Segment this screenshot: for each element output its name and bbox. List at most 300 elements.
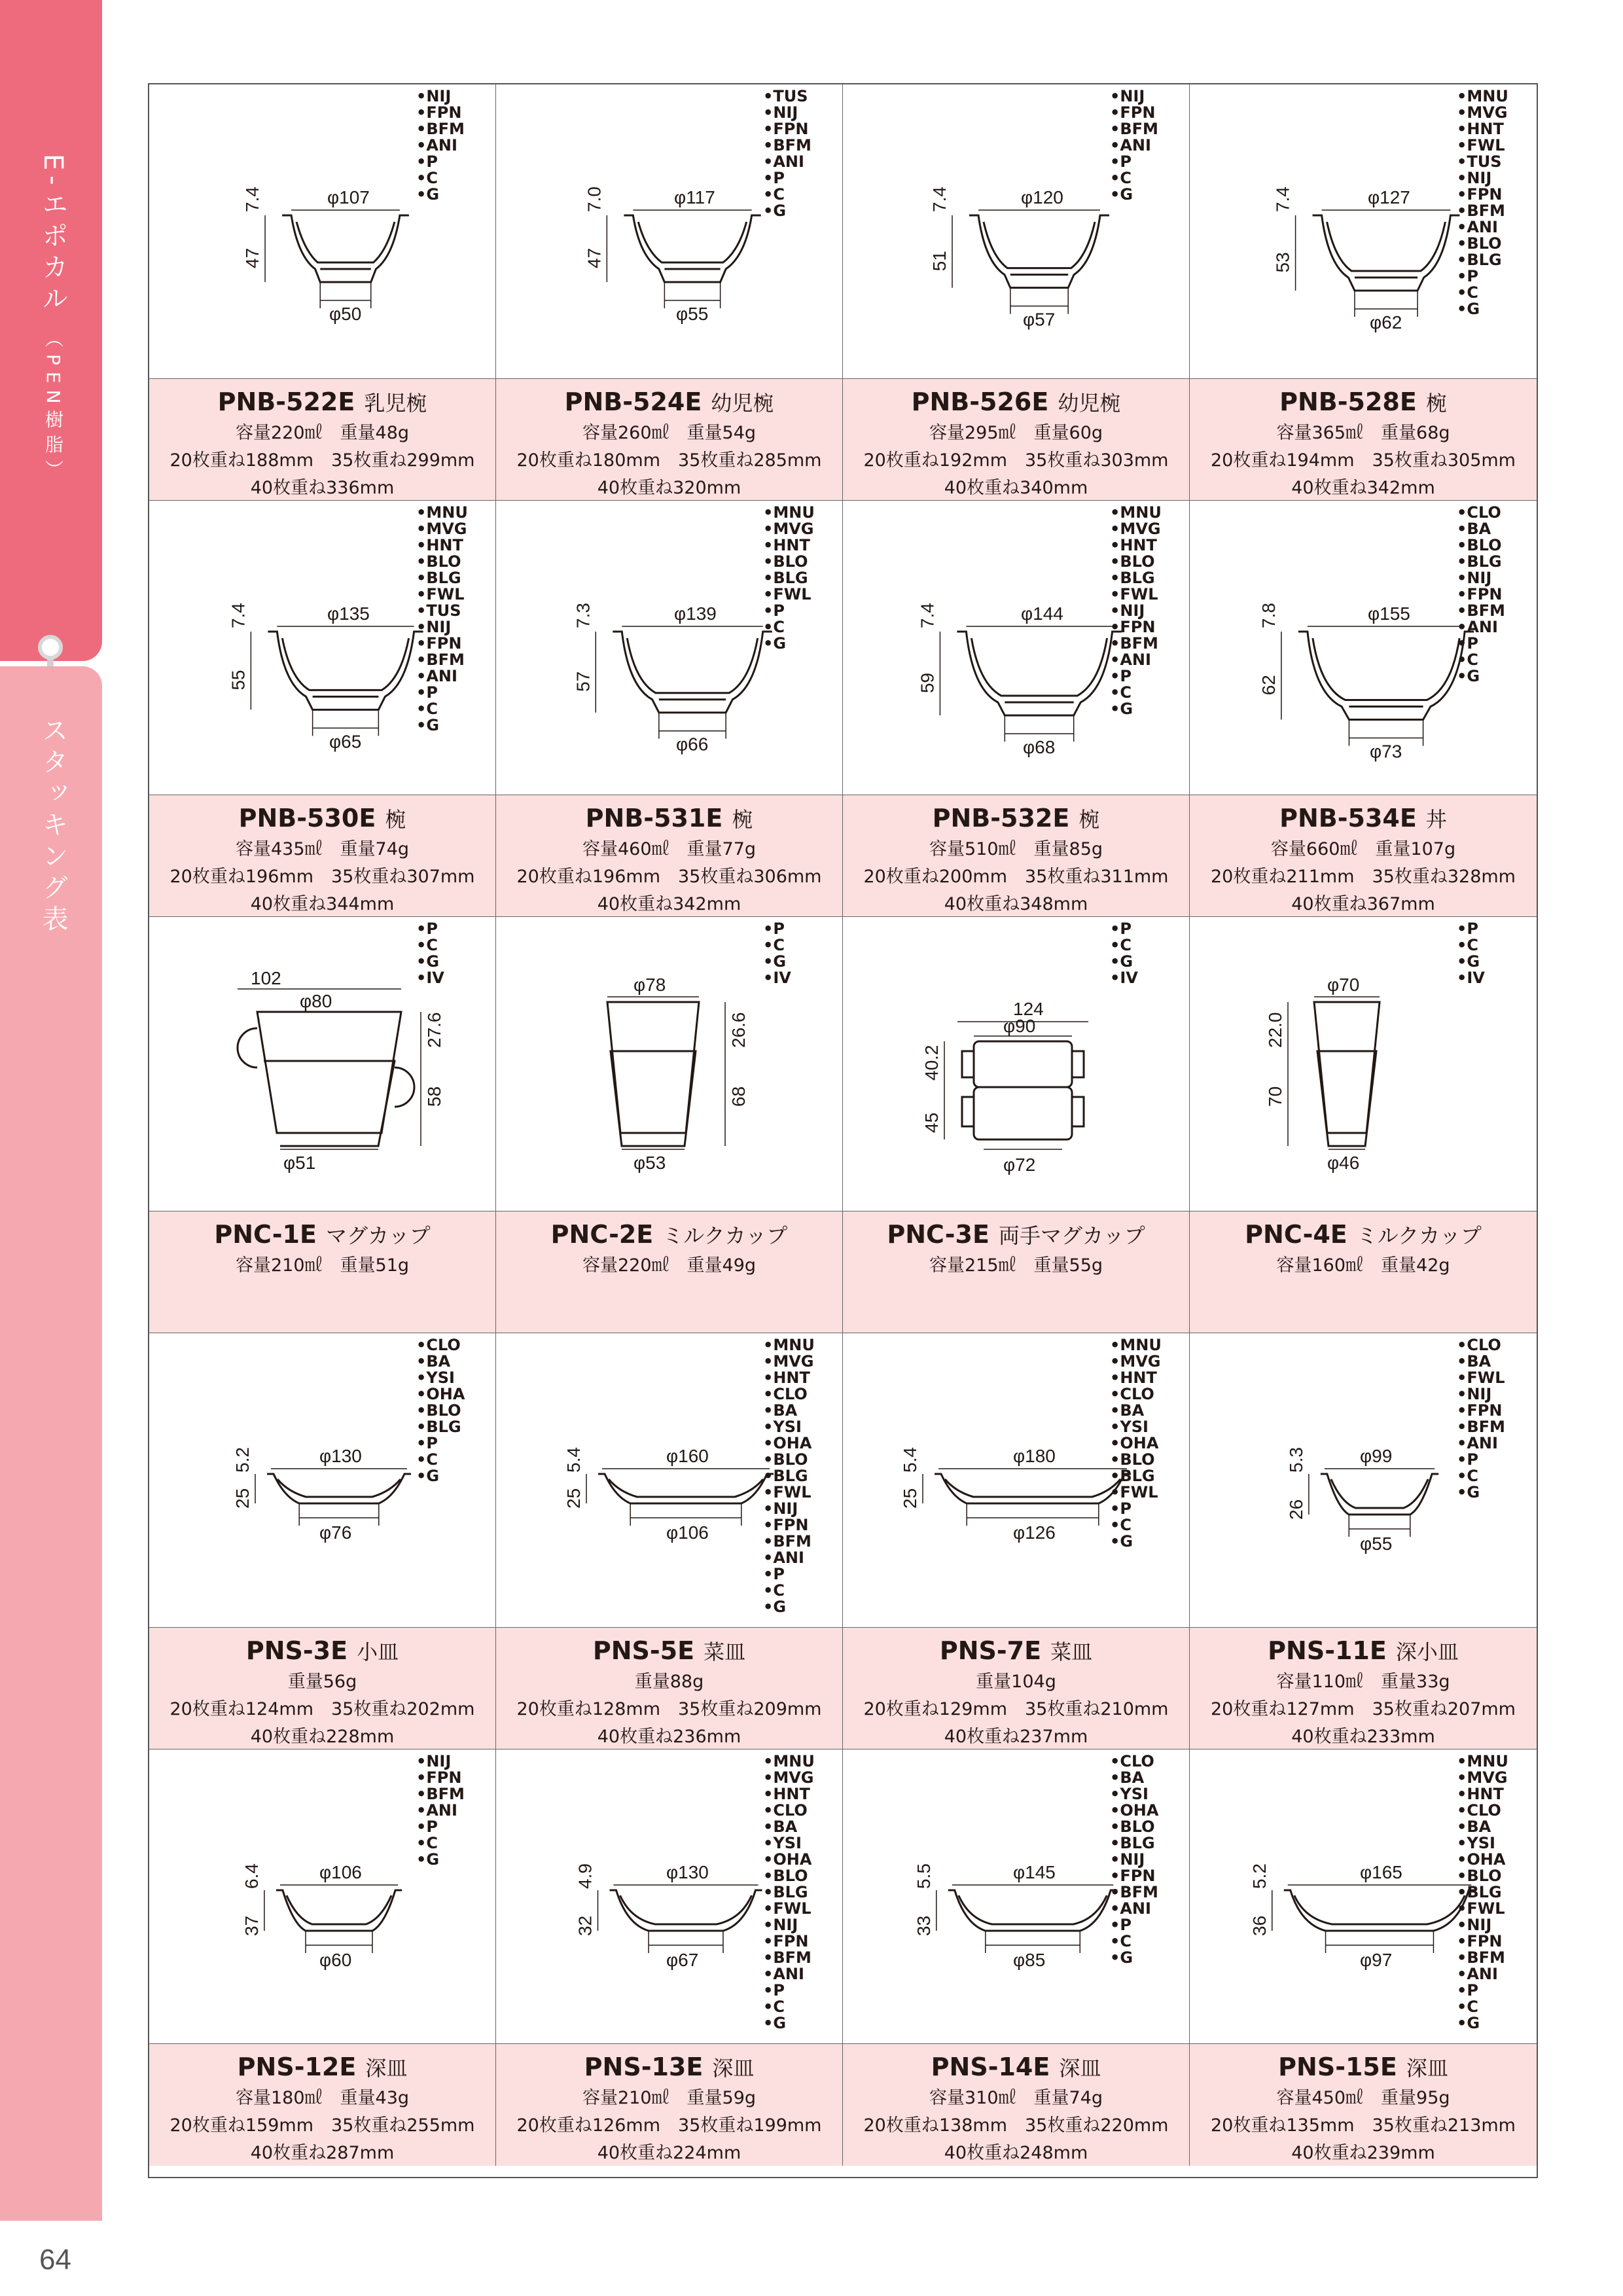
product-spec-line: 容量110㎖ 重量33g [1276, 1672, 1450, 1692]
product-info-pnb-531e [496, 795, 843, 917]
product-outline-bowl [843, 501, 1190, 795]
color-code: • NIJ [1457, 570, 1505, 586]
product-spec-line: 容量365㎖ 重量68g [1276, 423, 1450, 443]
color-code: • P [1110, 921, 1138, 937]
color-code: • IV [1110, 970, 1138, 986]
product-outline-mug [149, 917, 496, 1211]
product-spec-line: 20枚重ね135mm 35枚重ね213mm [1211, 2115, 1516, 2136]
dim-top-diameter: φ144 [1021, 603, 1063, 624]
color-code: • ANI [1110, 137, 1158, 154]
color-code: • G [1457, 301, 1508, 317]
product-code: PNS-15E [1278, 2053, 1397, 2081]
color-code: • FWL [1457, 1370, 1505, 1386]
color-code: • C [763, 937, 791, 954]
product-type: 椀 [1425, 391, 1447, 416]
product-type: 深皿 [712, 2056, 755, 2081]
color-code: • P [1110, 154, 1158, 170]
color-code: • P [763, 1566, 815, 1583]
color-code: • C [1110, 937, 1138, 954]
dim-height: 26 [1285, 1499, 1306, 1520]
product-name [149, 802, 495, 836]
dim-rim: 7.4 [929, 187, 950, 212]
color-code: • P [763, 921, 791, 937]
product-spec-line: 重量56g [287, 1672, 357, 1692]
product-code: PNB-526E [911, 387, 1049, 416]
dim-bottom-diameter: φ51 [283, 1153, 316, 1173]
color-code: • G [1457, 954, 1485, 970]
color-code: • BFM [1457, 1950, 1508, 1966]
dim-rim: 5.2 [1249, 1863, 1270, 1889]
dim-bottom-diameter: φ55 [676, 303, 709, 324]
product-outline-deep [1190, 1749, 1537, 2044]
color-code: • IV [1457, 970, 1485, 986]
color-code: • P [416, 154, 465, 170]
color-code: • G [1110, 954, 1138, 970]
color-code: • BLG [1457, 554, 1505, 570]
product-spec-line: 容量215㎖ 重量55g [929, 1255, 1103, 1276]
product-name [1190, 802, 1537, 836]
product-drawing-pns-3e [149, 1333, 496, 1628]
color-code: • IV [416, 970, 444, 986]
color-code: • YSI [416, 1370, 465, 1386]
color-code: • OHA [1110, 1803, 1158, 1819]
color-code: • BLG [763, 570, 815, 586]
dim-bottom-diameter: φ57 [1023, 309, 1056, 330]
color-code: • BLO [1457, 537, 1505, 554]
dim-top-diameter: φ99 [1360, 1446, 1393, 1466]
dim-step: 26.6 [728, 1012, 749, 1048]
product-spec-line: 40枚重ね236mm [597, 1727, 741, 1747]
product-drawing-pnb-522e [149, 84, 496, 379]
color-code: • FPN [1457, 1403, 1505, 1419]
color-code: • BFM [1457, 603, 1505, 619]
product-spec-line: 20枚重ね128mm 35枚重ね209mm [516, 1699, 822, 1719]
color-code: • BLO [416, 1403, 465, 1419]
dim-bottom-diameter: φ126 [1013, 1522, 1056, 1543]
product-code: PNB-532E [932, 804, 1070, 833]
color-code: • C [416, 701, 468, 717]
dim-bottom-diameter: φ62 [1370, 312, 1402, 333]
color-code: • OHA [1457, 1852, 1508, 1868]
product-code: PNB-528E [1279, 387, 1417, 416]
product-code: PNS-11E [1268, 1636, 1387, 1665]
color-code: • C [763, 1583, 815, 1599]
color-code: • CLO [763, 1803, 815, 1819]
product-name [843, 2051, 1189, 2085]
color-code: • G [763, 2015, 815, 2032]
product-outline-cup [496, 917, 843, 1211]
product-outline-bowl [149, 501, 496, 795]
product-outline-deep [1190, 1333, 1537, 1628]
color-code: • P [763, 170, 812, 187]
color-code: • HNT [763, 537, 815, 554]
color-code: • BLG [763, 1468, 815, 1484]
product-spec-line: 重量88g [634, 1672, 704, 1692]
product-info-pnb-522e [149, 379, 496, 501]
color-code: • YSI [763, 1835, 815, 1852]
product-drawing-pnb-531e [496, 501, 843, 795]
color-code: • MNU [1110, 505, 1162, 521]
product-spec-line: 40枚重ね367mm [1291, 894, 1435, 914]
dim-bottom-diameter: φ65 [329, 731, 362, 752]
dim-height: 25 [900, 1488, 920, 1509]
dim-rim: 6.4 [241, 1863, 262, 1889]
product-spec-line: 容量450㎖ 重量95g [1276, 2088, 1450, 2108]
dim-bottom-diameter: φ72 [1003, 1155, 1036, 1175]
product-type: 椀 [1079, 807, 1100, 832]
color-code: • BLG [1110, 1468, 1162, 1484]
product-outline-deep [496, 1749, 843, 2044]
color-code: • FPN [416, 105, 465, 121]
product-info-pns-7e [843, 1628, 1190, 1749]
color-code: • MVG [763, 1770, 815, 1786]
dim-top-diameter: φ90 [1003, 1016, 1036, 1036]
color-code: • MNU [763, 505, 815, 521]
color-code: • FPN [763, 121, 812, 137]
product-outline-bowl [843, 84, 1190, 379]
dim-height: 33 [913, 1915, 934, 1936]
product-type: 菜皿 [1050, 1640, 1093, 1664]
color-code: • C [1110, 170, 1158, 187]
product-spec-line: 容量220㎖ 重量49g [582, 1255, 757, 1276]
color-code: • BFM [1110, 121, 1158, 137]
dim-rim: 5.4 [563, 1447, 584, 1473]
color-code: • MNU [763, 1337, 815, 1354]
dim-top-diameter: φ120 [1021, 187, 1063, 207]
color-code: • C [416, 170, 465, 187]
product-spec-line: 容量220㎖ 重量48g [235, 423, 410, 443]
color-code: • FPN [1457, 586, 1505, 603]
color-code: • G [416, 187, 465, 203]
color-code: • ANI [416, 137, 465, 154]
color-code: • BFM [763, 137, 812, 154]
dim-top-diameter: φ160 [666, 1446, 709, 1466]
color-code: • MNU [1457, 1753, 1508, 1770]
color-code: • BA [416, 1354, 465, 1370]
color-code: • P [1110, 668, 1162, 685]
color-code: • MVG [1110, 1354, 1162, 1370]
color-code: • BFM [763, 1534, 815, 1550]
product-name [843, 386, 1189, 420]
color-code: • HNT [1457, 121, 1508, 137]
product-spec-line: 20枚重ね196mm 35枚重ね307mm [169, 867, 475, 887]
dim-rim: 5.4 [900, 1447, 920, 1473]
dim-rim: 7.4 [228, 603, 249, 628]
dim-top-diameter: φ80 [300, 991, 332, 1011]
side-tab-label-stacking: スタッキング表 [38, 717, 68, 937]
product-code: PNS-14E [931, 2053, 1050, 2081]
color-code: • C [416, 1452, 465, 1468]
color-code: • C [763, 187, 812, 203]
dim-bottom-diameter: φ67 [666, 1950, 699, 1970]
color-code: • NIJ [763, 1501, 815, 1517]
dim-bottom-diameter: φ66 [676, 734, 709, 755]
dim-top-diameter: φ165 [1360, 1862, 1402, 1882]
product-type: 幼児椀 [1058, 391, 1121, 416]
product-info-pns-14e [843, 2044, 1190, 2166]
product-spec-line: 40枚重ね239mm [1291, 2143, 1435, 2163]
product-spec-line: 40枚重ね340mm [944, 478, 1088, 498]
color-code: • FWL [1110, 586, 1162, 603]
product-name [149, 2051, 495, 2085]
color-code: • NIJ [763, 1917, 815, 1933]
color-code: • TUS [763, 88, 812, 105]
product-type: 深小皿 [1395, 1640, 1459, 1664]
color-code: • FPN [1110, 105, 1158, 121]
color-code: • BLO [763, 1868, 815, 1884]
product-name [843, 802, 1189, 836]
color-code: • C [1110, 1517, 1162, 1534]
color-code: • G [763, 1599, 815, 1615]
product-spec-line: 40枚重ね248mm [944, 2143, 1088, 2163]
product-spec-line: 20枚重ね129mm 35枚重ね210mm [863, 1699, 1169, 1719]
dim-rim: 7.4 [1272, 187, 1293, 212]
color-code: • FWL [1457, 137, 1508, 154]
product-type: 乳児椀 [364, 391, 427, 416]
product-code: PNB-530E [238, 804, 376, 833]
product-outline-deep [149, 1749, 496, 2044]
dim-rim: 5.3 [1285, 1447, 1306, 1473]
color-code: • NIJ [1110, 88, 1158, 105]
color-code: • OHA [1110, 1435, 1162, 1452]
product-outline-bowl [496, 84, 843, 379]
color-code: • P [416, 685, 468, 701]
product-outline-plate [496, 1333, 843, 1628]
dim-top-diameter: φ180 [1013, 1446, 1056, 1466]
color-code: • BFM [1110, 636, 1162, 652]
color-code: • P [1110, 1501, 1162, 1517]
dim-step: 27.6 [424, 1012, 444, 1048]
product-type: 幼児椀 [711, 391, 774, 416]
dim-top-diameter: φ155 [1368, 603, 1410, 624]
product-drawing-pnb-526e [843, 84, 1190, 379]
binder-ring-icon [38, 635, 63, 660]
dim-top-diameter: φ135 [327, 603, 370, 624]
color-code: • BLO [1457, 1868, 1508, 1884]
product-info-pnb-526e [843, 379, 1190, 501]
color-code: • IV [763, 970, 791, 986]
color-code: • G [1457, 2015, 1508, 2032]
product-code: PNC-3E [887, 1220, 990, 1249]
product-info-pnb-532e [843, 795, 1190, 917]
color-code: • C [1457, 937, 1485, 954]
color-code: • BLO [416, 554, 468, 570]
product-outline-bowl [149, 84, 496, 379]
product-name [843, 1218, 1189, 1252]
product-info-pnc-1e [149, 1211, 496, 1333]
color-code: • P [1457, 636, 1505, 652]
color-code: • G [1110, 701, 1162, 717]
product-name [496, 802, 842, 836]
color-code: • G [763, 954, 791, 970]
product-drawing-pns-5e [496, 1333, 843, 1628]
dim-height: 32 [575, 1915, 596, 1936]
color-code: • OHA [763, 1435, 815, 1452]
color-code: • FPN [416, 1770, 465, 1786]
color-code: • FWL [1110, 1484, 1162, 1501]
color-code: • BLG [1110, 570, 1162, 586]
color-code: • BA [1110, 1403, 1162, 1419]
color-code: • G [416, 1468, 465, 1484]
product-outline-bowl [1190, 84, 1537, 379]
dim-rim: 7.4 [242, 187, 263, 212]
color-code: • FWL [1457, 1901, 1508, 1917]
dim-height: 47 [584, 247, 605, 268]
color-code: • BA [1457, 1354, 1505, 1370]
dim-step: 22.0 [1265, 1012, 1285, 1048]
dim-height: 47 [242, 247, 263, 268]
dim-height: 25 [232, 1488, 253, 1509]
color-code: • HNT [1457, 1786, 1508, 1803]
dim-bottom-diameter: φ60 [319, 1950, 352, 1970]
dim-height: 57 [573, 671, 594, 692]
color-code: • P [416, 1435, 465, 1452]
product-name [149, 1634, 495, 1668]
color-code: • NIJ [1457, 170, 1508, 187]
product-name [843, 1634, 1189, 1668]
color-code: • MVG [763, 1354, 815, 1370]
product-drawing-pns-14e [843, 1749, 1190, 2044]
dim-top-diameter: φ130 [319, 1446, 362, 1466]
dim-height: 70 [1265, 1086, 1285, 1107]
product-spec-line: 20枚重ね196mm 35枚重ね306mm [516, 867, 822, 887]
color-code: • FPN [1110, 1868, 1158, 1884]
color-code: • BLO [1110, 554, 1162, 570]
color-code: • NIJ [416, 1753, 465, 1770]
dim-width: 124 [1013, 999, 1044, 1019]
dim-rim: 7.3 [573, 603, 594, 628]
product-type: 椀 [732, 807, 753, 832]
color-code: • BLG [1110, 1835, 1158, 1852]
color-code: • YSI [1457, 1835, 1508, 1852]
color-code: • FWL [416, 586, 468, 603]
product-spec-line: 20枚重ね188mm 35枚重ね299mm [169, 450, 475, 471]
color-code: • P [416, 921, 444, 937]
color-code: • NIJ [763, 105, 812, 121]
product-outline-bowl [1190, 501, 1537, 795]
product-name [496, 1634, 842, 1668]
product-info-pns-15e [1190, 2044, 1537, 2166]
color-code: • G [1457, 1484, 1505, 1501]
product-drawing-pns-12e [149, 1749, 496, 2044]
product-type: 丼 [1425, 807, 1447, 832]
product-info-pns-12e [149, 2044, 496, 2166]
dim-rim: 7.8 [1258, 603, 1279, 628]
product-drawing-pnb-524e [496, 84, 843, 379]
color-code: • CLO [1457, 1337, 1505, 1354]
product-spec-line: 容量510㎖ 重量85g [929, 839, 1103, 859]
color-code: • BLG [416, 570, 468, 586]
color-code: • NIJ [1457, 1917, 1508, 1933]
color-code: • BFM [1110, 1884, 1158, 1901]
color-code: • P [1457, 921, 1485, 937]
product-spec-line: 20枚重ね200mm 35枚重ね311mm [863, 867, 1169, 887]
color-code: • ANI [1457, 1966, 1508, 1982]
product-drawing-pnb-530e [149, 501, 496, 795]
color-code: • FPN [416, 636, 468, 652]
color-code: • FPN [1457, 1933, 1508, 1950]
dim-bottom-diameter: φ76 [319, 1522, 352, 1543]
product-spec-line: 40枚重ね348mm [944, 894, 1088, 914]
color-code: • NIJ [1110, 1852, 1158, 1868]
color-code: • NIJ [1457, 1386, 1505, 1403]
product-info-pnb-524e [496, 379, 843, 501]
color-code: • C [416, 1835, 465, 1852]
product-spec-line: 20枚重ね211mm 35枚重ね328mm [1211, 867, 1516, 887]
color-code: • ANI [1457, 219, 1508, 236]
color-code: • FPN [763, 1933, 815, 1950]
color-code: • BFM [1457, 1419, 1505, 1435]
product-spec-line: 重量104g [976, 1672, 1056, 1692]
color-code: • CLO [1457, 1803, 1508, 1819]
product-code: PNS-7E [939, 1636, 1042, 1665]
dim-top-diameter: φ117 [674, 187, 715, 207]
product-type: 椀 [385, 807, 406, 832]
color-code: • TUS [416, 603, 468, 619]
color-code: • NIJ [1110, 603, 1162, 619]
product-spec-line: 容量180㎖ 重量43g [235, 2088, 410, 2108]
color-code: • G [1457, 668, 1505, 685]
product-type: 深皿 [365, 2056, 408, 2081]
product-info-pns-11e [1190, 1628, 1537, 1749]
dim-top-diameter: φ130 [666, 1862, 709, 1882]
product-drawing-pns-11e [1190, 1333, 1537, 1628]
color-code: • MVG [1457, 105, 1508, 121]
dim-rim: 7.0 [584, 187, 605, 212]
color-code: • HNT [763, 1786, 815, 1803]
color-code: • P [1457, 1982, 1508, 1999]
color-code: • G [763, 636, 815, 652]
side-tab-label: E-エポカル（PEN樹脂） [38, 154, 68, 485]
product-outline-twomug [843, 917, 1190, 1211]
color-code: • MVG [763, 521, 815, 537]
color-code: • FWL [763, 1901, 815, 1917]
product-spec-line: 容量295㎖ 重量60g [929, 423, 1103, 443]
color-code: • BLO [1457, 236, 1508, 252]
color-code: • ANI [1457, 1435, 1505, 1452]
product-code: PNS-13E [584, 2053, 704, 2081]
color-code: • CLO [416, 1337, 465, 1354]
color-code: • G [1110, 1534, 1162, 1550]
dim-bottom-diameter: φ106 [666, 1522, 709, 1543]
product-spec-line: 40枚重ね224mm [597, 2143, 741, 2163]
product-info-pns-13e [496, 2044, 843, 2166]
color-code: • BLO [1110, 1452, 1162, 1468]
color-code: • C [1457, 1999, 1508, 2015]
color-code: • P [1457, 1452, 1505, 1468]
product-outline-cup4 [1190, 917, 1537, 1211]
product-code: PNS-3E [245, 1636, 348, 1665]
color-code: • G [416, 717, 468, 734]
color-code: • YSI [1110, 1786, 1158, 1803]
color-code: • ANI [416, 1803, 465, 1819]
color-code: • NIJ [416, 88, 465, 105]
color-code: • MNU [416, 505, 468, 521]
dim-bottom-diameter: φ73 [1370, 741, 1402, 762]
product-spec-line: 40枚重ね287mm [250, 2143, 395, 2163]
color-code: • HNT [416, 537, 468, 554]
dim-rim: 5.2 [232, 1447, 253, 1473]
color-code: • BLG [416, 1419, 465, 1435]
product-spec-line: 40枚重ね320mm [597, 478, 741, 498]
product-drawing-pnb-528e [1190, 84, 1537, 379]
product-spec-line: 20枚重ね159mm 35枚重ね255mm [169, 2115, 475, 2136]
dim-top-diameter: φ139 [674, 603, 717, 624]
color-code: • HNT [1110, 1370, 1162, 1386]
product-info-pnb-528e [1190, 379, 1537, 501]
dim-rim: 5.5 [913, 1863, 934, 1889]
color-code: • FWL [763, 586, 815, 603]
